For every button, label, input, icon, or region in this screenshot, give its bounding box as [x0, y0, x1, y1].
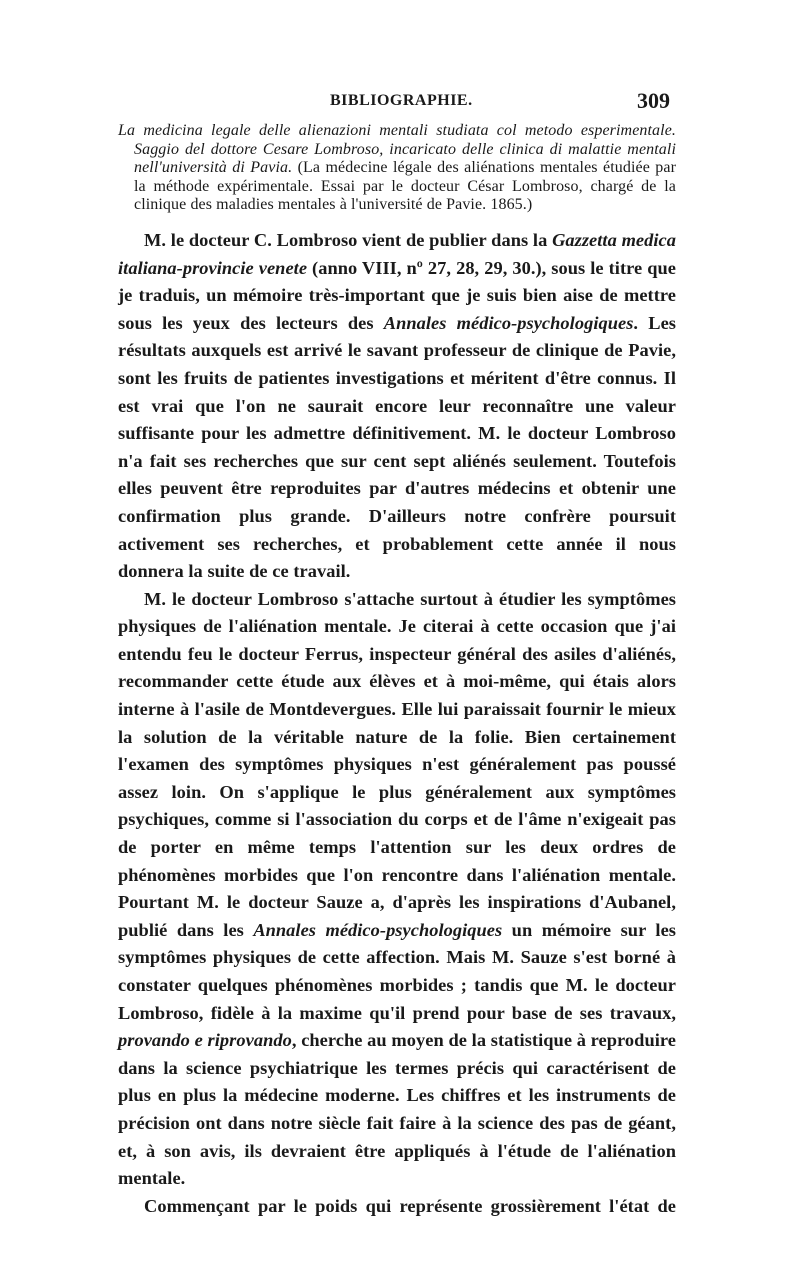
journal-title: Gazzetta medica italiana-provincie venete: [118, 229, 676, 278]
text-run: Commençant par le poids qui représente grossièrement l'état de: [144, 1195, 676, 1216]
text-run: M. le docteur Lombroso s'attache surtout à étudier les symptômes physiques de l'aliénation mentale. Je citerai à cette occasion que j'ai entendu feu le docteur Ferrus, inspecteur général des asiles d'aliénés, recommander cette étude aux élèves et à moi-même, qui étais alors interne à l'asile de Montdevergues. Elle lui paraissait fournir le mieux la solution de la véritable nature de la folie. Bien certainement l'examen des symptômes physiques n'est généralement pas poussé assez loin. On s'applique le plus généralement aux symptômes psychiques, comme si l'association du corps et de l'âme n'exigeait pas de porter en même temps l'attention sur les deux ordres de phénomènes morbides que l'on rencontre dans l'aliénation mentale. Pourtant M. le docteur Sauze a, d'après les inspirations d'Aubanel, publié dans les: [118, 588, 676, 940]
journal-title: Annales médico-psychologiques: [253, 919, 503, 940]
citation-french-translation: (La médecine légale des aliénations mentales étudiée par la méthode expérimentale. Essai par le docteur César Lombroso, chargé de la clinique des maladies mentales à l'université de Pavie. 1865.): [134, 159, 676, 214]
journal-title: Annales médico-psychologiques: [383, 312, 634, 333]
bibliographic-citation: [118, 122, 676, 215]
book-page: [118, 86, 676, 1220]
paragraph-1: [118, 227, 676, 586]
text-run: . Les résultats auxquels est arrivé le savant professeur de clinique de Pavie, sont les fruits de patientes investigations et méritent d'être connus. Il est vrai que l'on ne saurait encore leur reconnaître une valeur suffisante pour les admettre définitivement. M. le docteur Lombroso n'a fait ses recherches que sur cent sept aliénés seulement. Toutefois elles peuvent être reproduites par d'autres médecins et obtenir une confirmation plus grande. D'ailleurs notre confrère poursuit activement ses recherches, et probablement cette année il nous donnera la suite de ce travail.: [118, 312, 677, 582]
page-number: 309: [637, 88, 670, 113]
text-run: (anno VIII, nº 27, 28, 29, 30.), sous le titre que je traduis, un mémoire très-important que je suis bien aise de mettre sous les yeux des lecteurs des: [118, 257, 676, 333]
paragraph-2: [118, 586, 676, 1193]
citation-italian-title: La medicina legale delle alienazioni mentali studiata col metodo esperimentale. Saggio del dottore Cesare Lombroso, incaricato delle clinica di malattie mentali nell'università di Pavia.: [118, 122, 676, 177]
text-run: , cherche au moyen de la statistique à reproduire dans la science psychiatrique les termes précis qui caractérisent de plus en plus la médecine moderne. Les chiffres et les instruments de précision ont dans notre siècle fait faire à la science des pas de géant, et, à son avis, ils devraient être appliqués à l'étude de l'aliénation mentale.: [118, 1030, 676, 1189]
maxim: provando e riprovando: [118, 1030, 292, 1051]
page-header: [118, 86, 676, 116]
article-body: [118, 227, 676, 1220]
text-run: M. le docteur C. Lombroso vient de publier dans la: [144, 229, 553, 250]
running-title: BIBLIOGRAPHIE.: [330, 92, 473, 109]
text-run: un mémoire sur les symptômes physiques de cette affection. Mais M. Sauze s'est borné à constater quelques phénomènes morbides ; tandis que M. le docteur Lombroso, fidèle à la maxime qu'il prend pour base de ses travaux,: [118, 919, 676, 1023]
paragraph-3: [118, 1193, 676, 1221]
